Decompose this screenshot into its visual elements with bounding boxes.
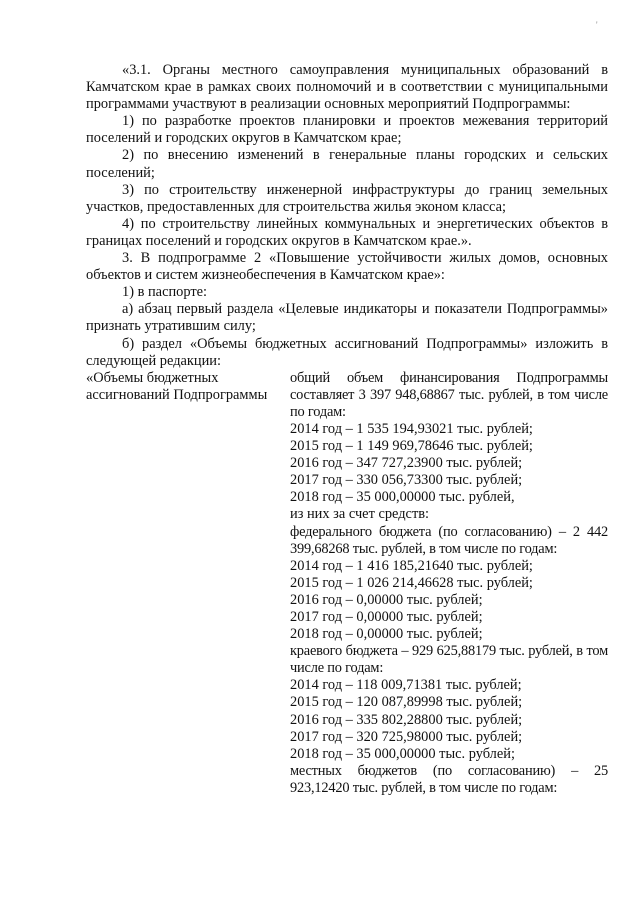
passport-line: 2014 год – 118 009,71381 тыс. рублей; bbox=[290, 677, 522, 694]
passport-line: 2014 год – 1 535 194,93021 тыс. рублей; bbox=[290, 420, 533, 437]
passport-line: краевого бюджета – 929 625,88179 тыс. рублей, в том числе по годам: bbox=[290, 643, 608, 677]
paragraph-item-b: б) раздел «Объемы бюджетных ассигнований Подпрограммы» изложить в следующей редакции: bbox=[86, 335, 608, 369]
passport-line: 2017 год – 330 056,73300 тыс. рублей; bbox=[290, 472, 523, 489]
passport-line: 2018 год – 35 000,00000 тыс. рублей; bbox=[290, 745, 515, 762]
paragraph-section-3: 3. В подпрограмме 2 «Повышение устойчивости жилых домов, основных объектов и систем жизнеобеспечения в Камчатском крае»: bbox=[86, 250, 608, 284]
passport-line: 2015 год – 120 087,89998 тыс. рублей; bbox=[290, 694, 523, 711]
passport-line: 2015 год – 1 149 969,78646 тыс. рублей; bbox=[290, 438, 533, 455]
passport-line: местных бюджетов (по согласованию) – 25 923,12420 тыс. рублей, в том числе по годам: bbox=[290, 762, 608, 796]
passport-line: 2016 год – 347 727,23900 тыс. рублей; bbox=[290, 455, 523, 472]
paragraph-item-a: а) абзац первый раздела «Целевые индикаторы и показатели Подпрограммы» признать утратившим силу; bbox=[86, 301, 608, 335]
passport-line: общий объем финансирования Подпрограммы составляет 3 397 948,68867 тыс. рублей, в том числе по годам: bbox=[290, 369, 608, 420]
passport-line: 2015 год – 1 026 214,46628 тыс. рублей; bbox=[290, 574, 533, 591]
paragraph-passport: 1) в паспорте: bbox=[122, 284, 208, 301]
passport-table bbox=[86, 370, 608, 797]
passport-line: 2016 год – 335 802,28800 тыс. рублей; bbox=[290, 711, 523, 728]
passport-line: из них за счет средств: bbox=[290, 506, 430, 523]
passport-line: 2018 год – 0,00000 тыс. рублей; bbox=[290, 626, 483, 643]
passport-label: «Объемы бюджетных ассигнований Подпрограммы bbox=[86, 369, 268, 403]
passport-line: 2014 год – 1 416 185,21640 тыс. рублей; bbox=[290, 557, 533, 574]
passport-line: федерального бюджета (по согласованию) – 2 442 399,68268 тыс. рублей, в том числе по годам: bbox=[290, 523, 608, 557]
paragraph-item-3: 3) по строительству инженерной инфраструктуры до границ земельных участков, предоставленных для строительства жилья эконом класса; bbox=[86, 181, 608, 215]
document-body bbox=[86, 62, 608, 797]
corner-mark: ' bbox=[596, 20, 598, 30]
paragraph-item-2: 2) по внесению изменений в генеральные планы городских и сельских поселений; bbox=[86, 147, 608, 181]
passport-line: 2017 год – 320 725,98000 тыс. рублей; bbox=[290, 728, 523, 745]
passport-content bbox=[290, 370, 608, 797]
paragraph-item-1: 1) по разработке проектов планировки и проектов межевания территорий поселений и городских округов в Камчатском крае; bbox=[86, 113, 608, 147]
passport-line: 2018 год – 35 000,00000 тыс. рублей, bbox=[290, 489, 515, 506]
paragraph-item-4: 4) по строительству линейных коммунальных и энергетических объектов в границах поселений и городских округов в Камчатском крае.». bbox=[86, 215, 608, 249]
paragraph-3-1: «3.1. Органы местного самоуправления муниципальных образований в Камчатском крае в рамках своих полномочий и в соответствии с муниципальными программами участвуют в реализации основных мероприятий Подпрограммы: bbox=[86, 62, 608, 113]
passport-line: 2016 год – 0,00000 тыс. рублей; bbox=[290, 591, 483, 608]
passport-line: 2017 год – 0,00000 тыс. рублей; bbox=[290, 609, 483, 625]
